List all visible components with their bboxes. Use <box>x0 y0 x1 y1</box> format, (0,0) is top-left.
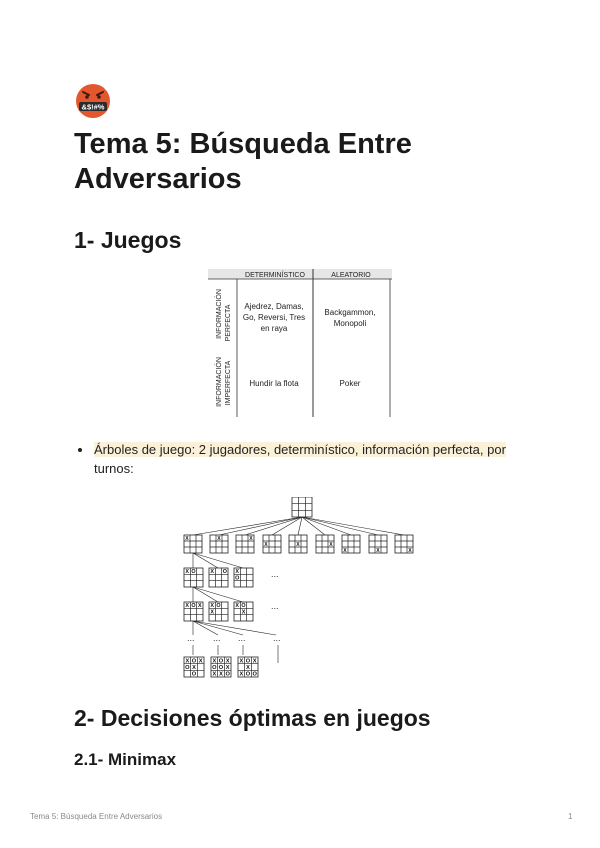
svg-text:O: O <box>216 603 221 610</box>
svg-text:O: O <box>252 671 257 678</box>
tree-edge <box>302 517 351 535</box>
svg-text:X: X <box>185 658 190 665</box>
ellipsis-level2: ... <box>271 569 279 579</box>
svg-text:X: X <box>210 569 214 576</box>
tree-edge <box>193 553 218 568</box>
svg-text:X: X <box>408 547 412 554</box>
section-heading-decisiones: 2- Decisiones óptimas en juegos <box>74 705 431 731</box>
svg-text:X: X <box>376 547 380 554</box>
level2-board <box>184 568 203 587</box>
level3-board <box>184 602 203 621</box>
level3-board <box>209 602 228 621</box>
ellipsis-level4: ... <box>213 633 221 643</box>
level1-board <box>395 535 413 554</box>
svg-text:X: X <box>219 671 223 678</box>
tree-edge <box>193 587 243 602</box>
row-header-2-line1: INFORMACIÓN <box>216 357 223 407</box>
svg-text:X: X <box>235 603 239 610</box>
row-header-1-line1: INFORMACIÓN <box>216 289 223 339</box>
level1-board <box>210 535 228 553</box>
svg-text:O: O <box>218 665 224 671</box>
level1-board <box>236 535 254 553</box>
svg-text:X: X <box>246 665 250 671</box>
cell-ale-perf-1: Backgammon, <box>324 308 376 317</box>
level1-board <box>316 535 334 553</box>
cell-det-perf-1: Ajedrez, Damas, <box>244 302 304 311</box>
svg-text:O: O <box>222 569 227 576</box>
cell-det-perf-3: en raya <box>260 324 288 333</box>
tree-edge <box>302 517 404 535</box>
svg-text:X: X <box>198 603 202 610</box>
level2-board <box>234 568 253 587</box>
terminal-board <box>238 657 258 678</box>
bullet-highlighted-text: Árboles de juego: 2 jugadores, determinístico, información perfecta, por <box>94 442 506 457</box>
svg-text:O: O <box>191 603 196 610</box>
bullet-text: turnos: <box>94 461 134 476</box>
tree-edge <box>193 517 302 535</box>
svg-text:X: X <box>212 658 217 665</box>
svg-text:X: X <box>225 658 230 665</box>
svg-text:O: O <box>191 569 196 576</box>
svg-text:O: O <box>225 671 230 678</box>
emoji-symbols: &$!#% <box>81 102 105 112</box>
svg-text:X: X <box>252 658 257 665</box>
svg-text:X: X <box>212 671 217 678</box>
level3-board <box>234 602 253 621</box>
svg-text:X: X <box>210 603 214 610</box>
section-heading-juegos: 1- Juegos <box>74 227 182 253</box>
svg-text:X: X <box>241 609 246 616</box>
svg-text:X: X <box>225 665 230 671</box>
bullet-dot <box>78 448 82 452</box>
ellipsis-level4: ... <box>238 633 246 643</box>
root-board <box>292 497 312 517</box>
angry-face-icon <box>74 81 112 119</box>
svg-text:O: O <box>185 665 190 671</box>
svg-text:X: X <box>210 609 214 616</box>
svg-text:O: O <box>191 658 197 665</box>
cell-ale-imperf-1: Poker <box>339 379 361 388</box>
svg-text:X: X <box>239 658 244 665</box>
footer-title: Tema 5: Búsqueda Entre Adversarios <box>30 812 163 821</box>
row-header-1-line2: PERFECTA <box>225 304 232 342</box>
svg-text:X: X <box>185 603 189 610</box>
level1-board <box>184 535 202 553</box>
svg-text:X: X <box>296 541 300 548</box>
page-number: 1 <box>568 812 573 821</box>
tree-edge <box>219 517 302 535</box>
svg-text:O: O <box>245 658 251 665</box>
level1-board <box>369 535 387 554</box>
svg-text:X: X <box>329 541 333 548</box>
svg-text:X: X <box>185 569 189 576</box>
svg-text:X: X <box>185 535 189 542</box>
col-header-aleatorio: ALEATORIO <box>331 272 371 279</box>
page-title: Tema 5: Búsqueda Entre Adversarios <box>74 128 412 195</box>
tree-edge <box>298 517 302 535</box>
svg-text:X: X <box>235 569 239 576</box>
tree-edge <box>193 587 218 602</box>
cell-det-imperf-1: Hundir la flota <box>249 379 299 388</box>
svg-text:X: X <box>249 535 253 542</box>
svg-text:X: X <box>343 547 347 554</box>
ellipsis-level4: ... <box>187 633 195 643</box>
level1-board <box>263 535 281 553</box>
row-header-2-line2: IMPERFECTA <box>225 360 232 406</box>
ellipsis-level4: ... <box>273 633 281 643</box>
level1-board <box>342 535 360 554</box>
svg-text:X: X <box>239 671 244 678</box>
tree-edge <box>245 517 302 535</box>
games-table <box>208 269 392 417</box>
level1-board <box>289 535 307 553</box>
cell-det-perf-2: Go, Reversi, Tres <box>242 313 306 322</box>
svg-text:X: X <box>192 665 196 671</box>
svg-text:X: X <box>264 541 268 548</box>
level2-board <box>209 568 228 587</box>
tree-edge <box>193 553 243 568</box>
svg-text:O: O <box>218 658 224 665</box>
svg-text:O: O <box>191 671 197 678</box>
svg-text:O: O <box>235 575 240 582</box>
game-tree-diagram <box>181 497 425 682</box>
cell-ale-perf-2: Monopoli <box>333 319 367 328</box>
list-item <box>78 440 528 478</box>
terminal-board <box>211 657 231 678</box>
subsection-heading-minimax: 2.1- Minimax <box>74 750 177 769</box>
svg-text:X: X <box>217 535 221 542</box>
svg-text:O: O <box>245 671 251 678</box>
svg-text:O: O <box>212 665 217 671</box>
col-header-deterministico: DETERMINÍSTICO <box>245 272 305 279</box>
terminal-board <box>184 657 204 678</box>
svg-text:O: O <box>241 603 246 610</box>
svg-text:X: X <box>198 658 203 665</box>
ellipsis-level3: ... <box>271 601 279 611</box>
